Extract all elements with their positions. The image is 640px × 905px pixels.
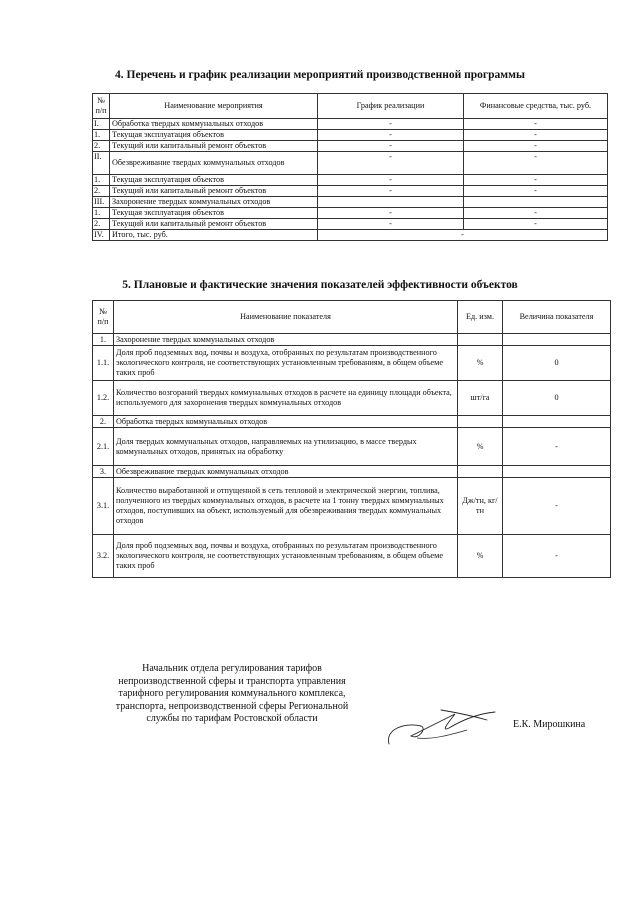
table-row xyxy=(93,334,611,346)
row-num: 1. xyxy=(93,130,110,141)
row-name: Текущая эксплуатация объектов xyxy=(110,130,318,141)
row-value: 0 xyxy=(503,346,611,381)
row-name: Обработка твердых коммунальных отходов xyxy=(114,416,458,428)
table-row xyxy=(93,175,608,186)
position-line: транспорта, непроизводственной сферы Региональной xyxy=(115,700,349,712)
row-num: III. xyxy=(93,197,110,208)
row-num: 2. xyxy=(93,186,110,197)
row-name: Обезвреживание твердых коммунальных отходов xyxy=(114,466,458,478)
row-value: - xyxy=(503,478,611,535)
position-line: службы по тарифам Ростовской области xyxy=(146,713,318,725)
table-row xyxy=(93,478,611,535)
row-finance xyxy=(464,197,608,208)
row-name: Текущий или капитальный ремонт объектов xyxy=(110,219,318,230)
row-num: 2. xyxy=(93,141,110,152)
row-finance: - xyxy=(464,152,608,175)
table-row xyxy=(93,119,608,130)
row-num: I. xyxy=(93,119,110,130)
table-row xyxy=(93,535,611,578)
table-row xyxy=(93,152,608,175)
row-unit: Дж/тн, кг/тн xyxy=(458,478,503,535)
row-name: Доля проб подземных вод, почвы и воздуха, отобранных по результатам производственного экологического контроля, не соответствующих установленным требованиям, в общем объеме таких проб xyxy=(114,535,458,578)
table-row xyxy=(93,197,608,208)
row-value xyxy=(503,334,611,346)
row-schedule: - xyxy=(318,152,464,175)
total-value: - xyxy=(318,230,608,241)
row-unit: % xyxy=(458,346,503,381)
row-unit xyxy=(458,416,503,428)
row-unit: шт/га xyxy=(458,381,503,416)
row-schedule: - xyxy=(318,219,464,230)
table-total-row xyxy=(93,230,608,241)
table-header-row xyxy=(93,94,608,119)
row-name: Количество возгораний твердых коммунальных отходов в расчете на единицу площади объекта, используемого для захоронения твердых коммунальных отходов xyxy=(114,381,458,416)
row-name: Текущий или капитальный ремонт объектов xyxy=(110,141,318,152)
row-unit xyxy=(458,466,503,478)
header-schedule: График реализации xyxy=(318,94,464,119)
header-value: Величина показателя xyxy=(503,301,611,334)
row-finance: - xyxy=(464,186,608,197)
row-num: 1. xyxy=(93,208,110,219)
table-row xyxy=(93,346,611,381)
total-num: IV. xyxy=(93,230,110,241)
row-name: Обработка твердых коммунальных отходов xyxy=(110,119,318,130)
section5-title: 5. Плановые и фактические значения показателей эффективности объектов xyxy=(122,279,518,291)
row-schedule: - xyxy=(318,119,464,130)
table-row xyxy=(93,130,608,141)
row-num: 1. xyxy=(93,175,110,186)
row-value: - xyxy=(503,428,611,466)
row-num: 3.2. xyxy=(93,535,114,578)
header-name: Наименование показателя xyxy=(114,301,458,334)
row-name: Доля проб подземных вод, почвы и воздуха, отобранных по результатам производственного экологического контроля, не соответствующих установленным требованиям, в общем объеме таких проб xyxy=(114,346,458,381)
row-num: 3. xyxy=(93,466,114,478)
row-finance: - xyxy=(464,130,608,141)
row-value xyxy=(503,466,611,478)
row-finance: - xyxy=(464,141,608,152)
row-num: 2.1. xyxy=(93,428,114,466)
total-name: Итого, тыс. руб. xyxy=(110,230,318,241)
row-num: 1.2. xyxy=(93,381,114,416)
row-name: Захоронение твердых коммунальных отходов xyxy=(110,197,318,208)
row-name: Захоронение твердых коммунальных отходов xyxy=(114,334,458,346)
row-schedule: - xyxy=(318,208,464,219)
row-name: Текущая эксплуатация объектов xyxy=(110,175,318,186)
row-name: Доля твердых коммунальных отходов, направляемых на утилизацию, в массе твердых коммунальных отходов, принятых на обработку xyxy=(114,428,458,466)
section4-table xyxy=(92,93,608,241)
signatory-name: Е.К. Мирошкина xyxy=(513,719,586,730)
row-schedule: - xyxy=(318,175,464,186)
section4-title: 4. Перечень и график реализации мероприятий производственной программы xyxy=(115,69,525,81)
table-row xyxy=(93,416,611,428)
handwritten-signature-icon xyxy=(383,700,503,750)
row-num: II. xyxy=(93,152,110,175)
row-finance: - xyxy=(464,219,608,230)
table-row xyxy=(93,428,611,466)
table-row xyxy=(93,208,608,219)
row-finance: - xyxy=(464,175,608,186)
section5-table xyxy=(92,300,611,578)
signatory-position xyxy=(97,663,367,726)
row-unit xyxy=(458,334,503,346)
row-num: 2. xyxy=(93,416,114,428)
row-unit: % xyxy=(458,428,503,466)
row-name: Количество выработанной и отпущенной в сеть тепловой и электрической энергии, топлива, полученного из твердых коммунальных отходов, в расчете на 1 тонну твердых коммунальных отходов, поступивших на объект, используемый для обезвреживания твердых коммунальных отходов xyxy=(114,478,458,535)
position-line: тарифного регулирования коммунального комплекса, xyxy=(118,688,346,700)
row-name: Текущий или капитальный ремонт объектов xyxy=(110,186,318,197)
header-num: № п/п xyxy=(93,94,110,119)
row-schedule xyxy=(318,197,464,208)
row-value: - xyxy=(503,535,611,578)
row-name: Текущая эксплуатация объектов xyxy=(110,208,318,219)
position-line: Начальник отдела регулирования тарифов xyxy=(142,663,322,674)
row-name: Обезвреживание твердых коммунальных отходов xyxy=(110,152,318,175)
table-row xyxy=(93,186,608,197)
row-num: 1. xyxy=(93,334,114,346)
header-num: № п/п xyxy=(93,301,114,334)
row-num: 2. xyxy=(93,219,110,230)
row-unit: % xyxy=(458,535,503,578)
row-finance: - xyxy=(464,208,608,219)
position-line: непроизводственной сферы и транспорта управления xyxy=(118,675,346,687)
table-row xyxy=(93,219,608,230)
row-value: 0 xyxy=(503,381,611,416)
row-schedule: - xyxy=(318,141,464,152)
row-value xyxy=(503,416,611,428)
row-schedule: - xyxy=(318,130,464,141)
header-unit: Ед. изм. xyxy=(458,301,503,334)
row-finance: - xyxy=(464,119,608,130)
table-row xyxy=(93,466,611,478)
row-num: 3.1. xyxy=(93,478,114,535)
table-row xyxy=(93,381,611,416)
row-schedule: - xyxy=(318,186,464,197)
table-row xyxy=(93,141,608,152)
row-num: 1.1. xyxy=(93,346,114,381)
header-finance: Финансовые средства, тыс. руб. xyxy=(464,94,608,119)
header-name: Наименование мероприятия xyxy=(110,94,318,119)
table-header-row xyxy=(93,301,611,334)
